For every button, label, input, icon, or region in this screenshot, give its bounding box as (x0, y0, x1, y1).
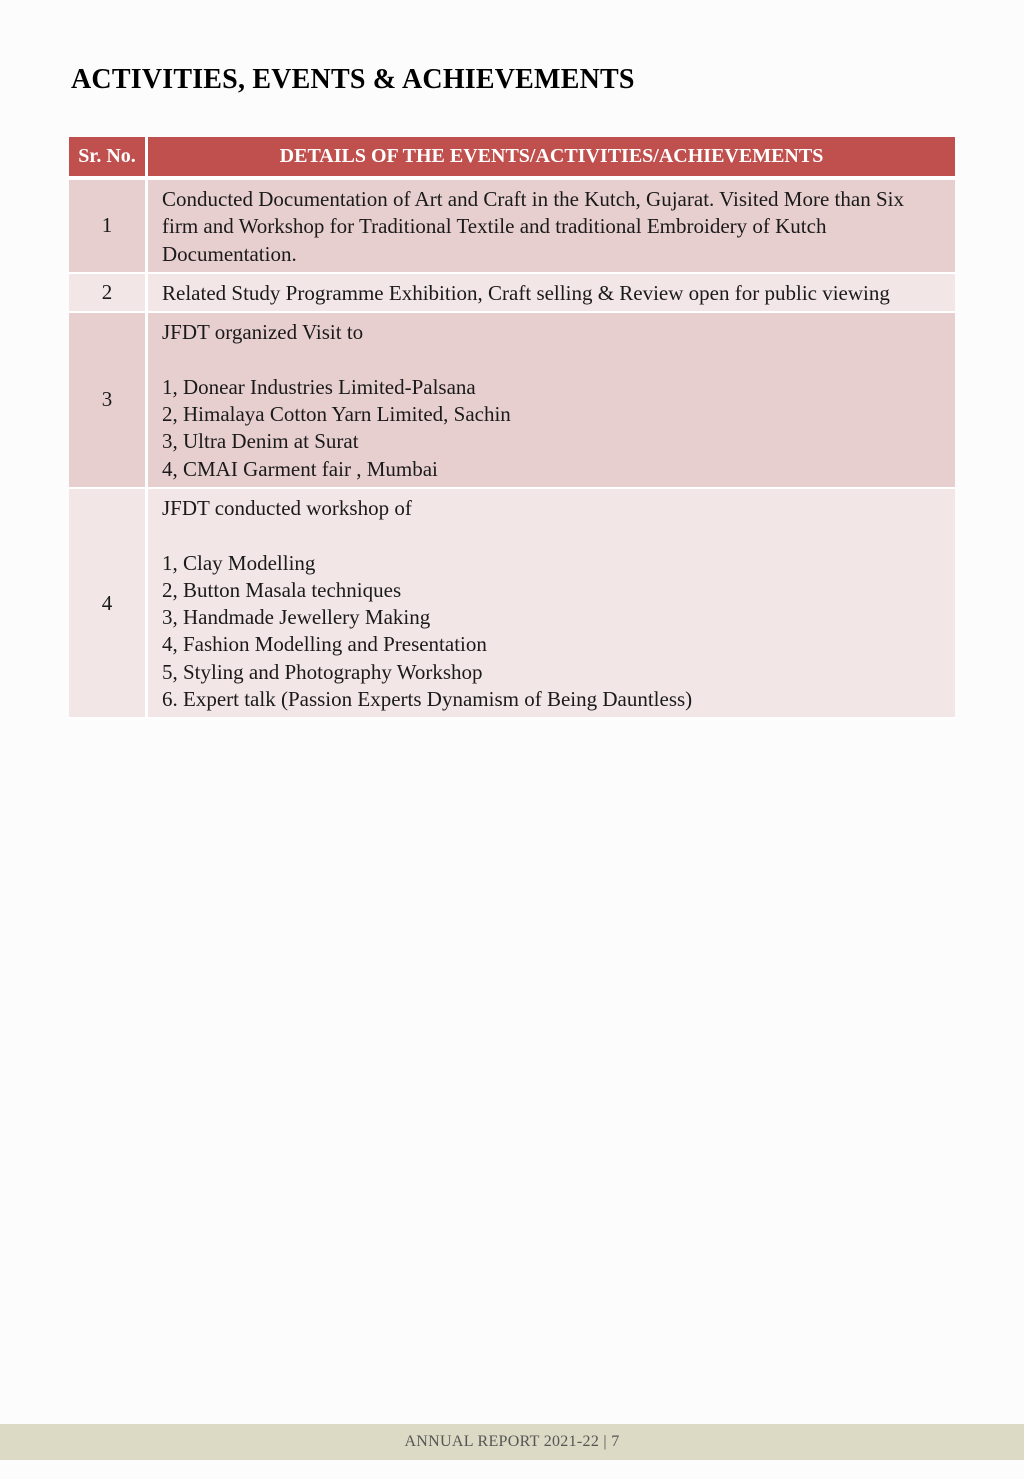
row-details: Related Study Programme Exhibition, Craft selling & Review open for public viewing (148, 274, 955, 313)
table-row (69, 489, 955, 719)
row-details: JFDT organized Visit to 1, Donear Industries Limited-Palsana 2, Himalaya Cotton Yarn Limited, Sachin 3, Ultra Denim at Surat 4, CMAI Garment fair , Mumbai (148, 313, 955, 489)
events-table (69, 137, 955, 719)
table-row (69, 180, 955, 274)
row-serial-number: 2 (69, 274, 148, 313)
row-serial-number: 3 (69, 313, 148, 489)
page-title: ACTIVITIES, EVENTS & ACHIEVEMENTS (71, 64, 635, 95)
table-row (69, 313, 955, 489)
header-sr-no: Sr. No. (69, 137, 148, 180)
row-details: JFDT conducted workshop of 1, Clay Modelling 2, Button Masala techniques 3, Handmade Jewellery Making 4, Fashion Modelling and Presentation 5, Styling and Photography Workshop 6. Expert talk (Passion Experts Dynamism of Being Dauntless) (148, 489, 955, 719)
table-header-row (69, 137, 955, 180)
row-serial-number: 1 (69, 180, 148, 274)
table-row (69, 274, 955, 313)
footer-page-label: ANNUAL REPORT 2021-22 | 7 (404, 1433, 620, 1450)
header-details: DETAILS OF THE EVENTS/ACTIVITIES/ACHIEVEMENTS (148, 137, 955, 180)
row-serial-number: 4 (69, 489, 148, 719)
row-details: Conducted Documentation of Art and Craft in the Kutch, Gujarat. Visited More than Six firm and Workshop for Traditional Textile and traditional Embroidery of Kutch Documentation. (148, 180, 955, 274)
